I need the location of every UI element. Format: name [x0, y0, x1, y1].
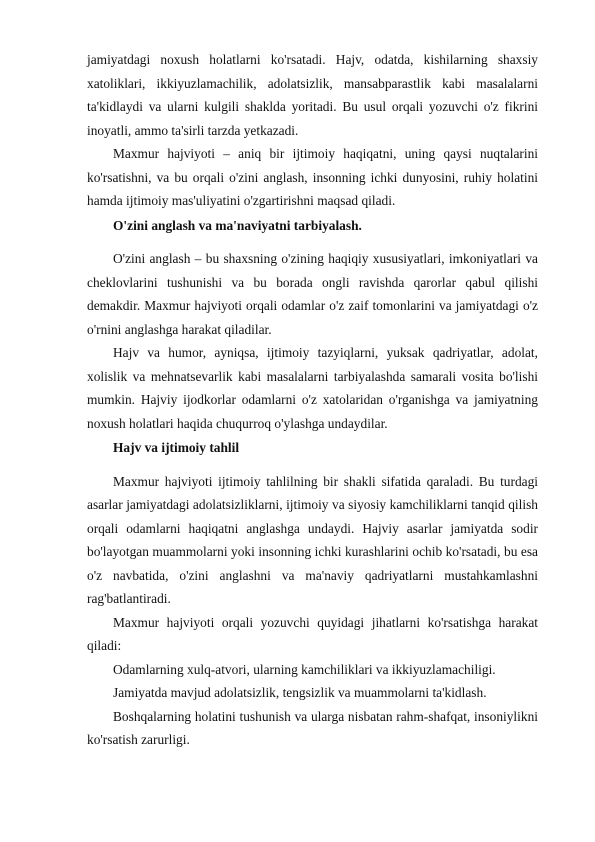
- paragraph: Hajv va humor, ayniqsa, ijtimoiy tazyiqlarni, yuksak qadriyatlar, adolat, xolislik va mehnatsevarlik kabi masalalarni tarbiyalashda samarali vosita bo'lishi mumkin. Hajviy ijodkorlar odamlarni o'z xatolaridan o'rganishga va jamiyatning noxush holatlari haqida chuqurroq o'ylashga undaydilar.: [87, 345, 538, 431]
- section-heading-social-analysis: Hajv va ijtimoiy tahlil: [113, 440, 240, 455]
- paragraph: Maxmur hajviyoti ijtimoiy tahlilning bir shakli sifatida qaraladi. Bu turdagi asarlar jamiyatdagi adolatsizliklarni, ijtimoiy va siyosiy kamchiliklarni tanqid qilish orqali odamlarni haqiqatni anglashga undaydi. Hajviy asarlar jamiyatda sodir bo'layotgan muammolarni yoki insonning ichki kurashlarini ochib ko'rsatadi, bu esa o'z navbatida, o'zini anglashni va ma'naviy qadriyatlarni mustahkamlashni rag'batlantiradi.: [87, 473, 538, 606]
- paragraph-continuation: jamiyatdagi noxush holatlarni ko'rsatadi. Hajv, odatda, kishilarning shaxsiy xatoliklari, ikkiyuzlamachilik, adolatsizlik, mansabparastlik kabi masalalarni ta'kidlaydi va ularni kulgili shaklda yoritadi. Bu usul orqali yozuvchi o'z fikrini inoyatli, ammo ta'sirli tarzda yetkazadi.: [87, 52, 538, 138]
- paragraph: O'zini anglash – bu shaxsning o'zining haqiqiy xususiyatlari, imkoniyatlari va cheklovlarini tushunishi va bu borada ongli ravishda qarorlar qabul qilishi demakdir. Maxmur hajviyoti orqali odamlar o'z zaif tomonlarini va jamiyatdagi o'z o'rnini anglashga harakat qiladilar.: [87, 251, 538, 337]
- list-item: Jamiyatda mavjud adolatsizlik, tengsizlik va muammolarni ta'kidlash.: [113, 685, 487, 700]
- list-item: Boshqalarning holatini tushunish va ularga nisbatan rahm-shafqat, insoniylikni ko'rsatish zarurligi.: [87, 708, 538, 747]
- document-page: [87, 0, 538, 752]
- section-heading-self-awareness: O'zini anglash va ma'naviyatni tarbiyalash.: [113, 217, 362, 233]
- list-item: Odamlarning xulq-atvori, ularning kamchiliklari va ikkiyuzlamachiligi.: [113, 661, 496, 677]
- paragraph: Maxmur hajviyoti orqali yozuvchi quyidagi jihatlarni ko'rsatishga harakat qiladi:: [87, 614, 538, 653]
- paragraph: Maxmur hajviyoti – aniq bir ijtimoiy haqiqatni, uning qaysi nuqtalarini ko'rsatishni, va bu orqali o'zini anglash, insonning ichki dunyosini, ruhiy holatini hamda ijtimoiy mas'uliyatini o'zgartirishni maqsad qiladi.: [87, 146, 538, 208]
